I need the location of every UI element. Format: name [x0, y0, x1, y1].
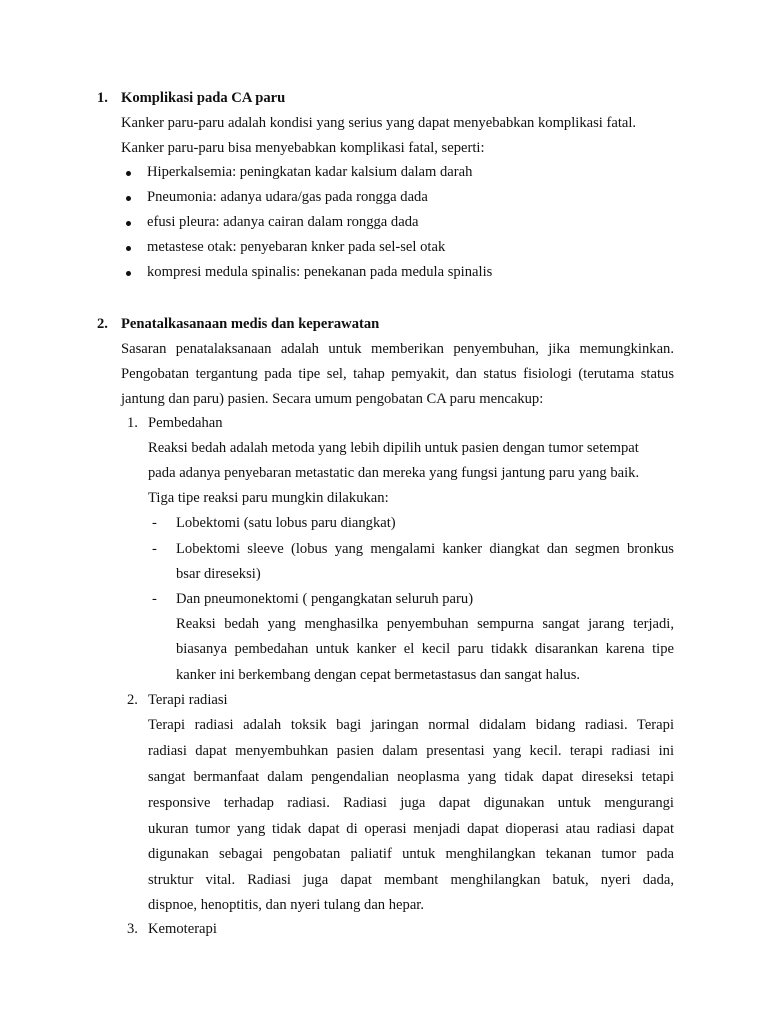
- list-item: Dan pneumonektomi ( pengangkatan seluruh paru): [176, 591, 474, 607]
- subitem-3-title: Kemoterapi: [148, 921, 217, 937]
- section-2-number: 2.: [97, 316, 108, 332]
- subitem-1-number: 1.: [127, 415, 138, 431]
- list-item-continuation: bsar direseksi): [176, 566, 261, 582]
- paragraph-line: digunakan sebagai pengobatan paliatif untuk menghilangkan tekanan tumor pada: [148, 846, 674, 862]
- paragraph-line: dispnoe, henoptitis, dan nyeri tulang dan hepar.: [148, 897, 425, 913]
- bullet-marker: [126, 271, 131, 276]
- list-item: Hiperkalsemia: peningkatan kadar kalsium dalam darah: [147, 164, 473, 180]
- paragraph-line: radiasi dapat menyembuhkan pasien dalam presentasi yang kecil. terapi radiasi ini: [148, 743, 674, 759]
- paragraph-line: biasanya pembedahan untuk kanker el kecil paru tidakk disarankan karena tipe: [176, 641, 674, 657]
- subitem-2-number: 2.: [127, 692, 138, 708]
- bullet-marker: [126, 221, 131, 226]
- list-item: Lobektomi (satu lobus paru diangkat): [176, 515, 396, 531]
- subitem-3-number: 3.: [127, 921, 138, 937]
- dash-marker: -: [152, 541, 157, 557]
- section-2-title: Penatalkasanaan medis dan keperawatan: [121, 316, 380, 332]
- paragraph-line: Tiga tipe reaksi paru mungkin dilakukan:: [148, 490, 389, 506]
- paragraph-line: sangat bermanfaat dalam pengendalian neoplasma yang tidak dapat direseksi tetapi: [148, 769, 674, 785]
- paragraph-line: kanker ini berkembang dengan cepat bermetastasus dan sangat halus.: [176, 667, 581, 683]
- paragraph-line: pada adanya penyebaran metastatic dan mereka yang fungsi jantung paru yang baik.: [148, 465, 640, 481]
- list-item: metastese otak: penyebaran knker pada sel-sel otak: [147, 239, 446, 255]
- list-item: efusi pleura: adanya cairan dalam rongga dada: [147, 214, 419, 230]
- paragraph-line: Reaksi bedah adalah metoda yang lebih dipilih untuk pasien dengan tumor setempat: [148, 440, 639, 456]
- list-item: Pneumonia: adanya udara/gas pada rongga dada: [147, 189, 428, 205]
- subitem-2-title: Terapi radiasi: [148, 692, 228, 708]
- section-1-paragraph-2: Kanker paru-paru bisa menyebabkan komplikasi fatal, seperti:: [121, 140, 485, 156]
- section-2-intro-line: jantung dan paru) pasien. Secara umum pengobatan CA paru mencakup:: [121, 391, 544, 407]
- paragraph-line: struktur vital. Radiasi juga dapat membant menghilangkan batuk, nyeri dada,: [148, 872, 674, 888]
- section-2-intro-line: Sasaran penatalaksanaan adalah untuk memberikan penyembuhan, jika memungkinkan.: [121, 341, 674, 357]
- section-1-title: Komplikasi pada CA paru: [121, 90, 286, 106]
- section-1-number: 1.: [97, 90, 108, 106]
- bullet-marker: [126, 196, 131, 201]
- paragraph-line: responsive terhadap radiasi. Radiasi juga dapat digunakan untuk mengurangi: [148, 795, 674, 811]
- bullet-marker: [126, 246, 131, 251]
- paragraph-line: Terapi radiasi adalah toksik bagi jaringan normal didalam bidang radiasi. Terapi: [148, 717, 674, 733]
- section-1-paragraph-1: Kanker paru-paru adalah kondisi yang serius yang dapat menyebabkan komplikasi fatal.: [121, 115, 637, 131]
- list-item: Lobektomi sleeve (lobus yang mengalami kanker diangkat dan segmen bronkus: [176, 541, 674, 557]
- subitem-1-title: Pembedahan: [148, 415, 223, 431]
- list-item: kompresi medula spinalis: penekanan pada medula spinalis: [147, 264, 493, 280]
- paragraph-line: ukuran tumor yang tidak dapat di operasi menjadi dapat dioperasi atau radiasi dapat: [148, 821, 674, 837]
- dash-marker: -: [152, 591, 157, 607]
- paragraph-line: Reaksi bedah yang menghasilka penyembuhan sempurna sangat jarang terjadi,: [176, 616, 674, 632]
- bullet-marker: [126, 171, 131, 176]
- dash-marker: -: [152, 515, 157, 531]
- section-2-intro-line: Pengobatan tergantung pada tipe sel, tahap pemyakit, dan status fisiologi (terutama status: [121, 366, 674, 382]
